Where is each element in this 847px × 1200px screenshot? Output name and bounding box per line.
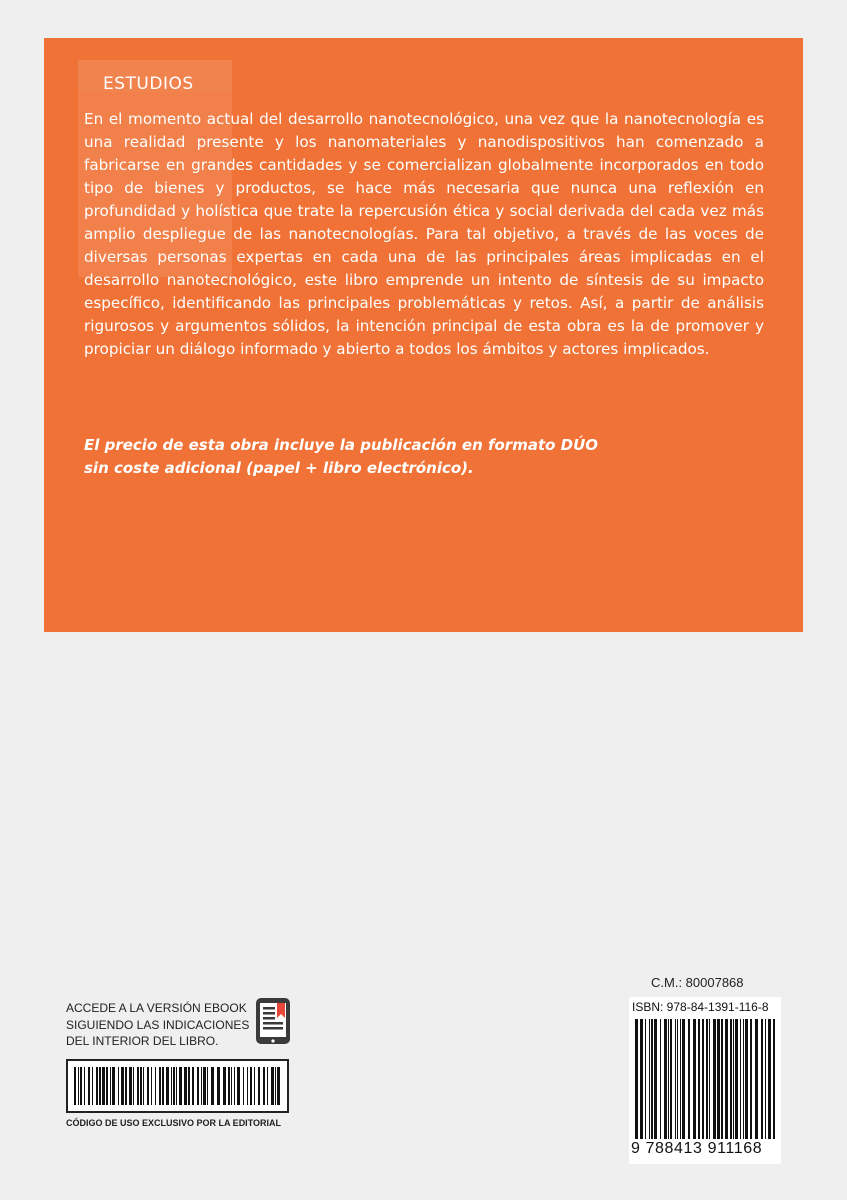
ebook-line-1: ACCEDE A LA VERSIÓN EBOOK bbox=[66, 1001, 247, 1015]
book-blurb: En el momento actual del desarrollo nanotecnológico, una vez que la nanotecnología es una realidad presente y los nanomateriales y nanodispositivos han comenzado a fabricarse en grandes cantidades y se comercializan globalmente incorporados en todo tipo de bienes y productos, se hace más necesaria que nunca una reflexión en profundidad y holística que trate la repercusión ética y social derivada del cada vez más amplio despliegue de las nanotecnologías. Para tal objetivo, a través de las voces de diversas personas expertas en cada una de las principales áreas implicadas en el desarrollo nanotecnológico, este libro emprende un intento de síntesis de su impacto específico, identificando las principales problemáticas y retos. Así, a partir de análisis rigurosos y argumentos sólidos, la intención principal de esta obra es la de promover y propiciar un diálogo informado y abierto a todos los ámbitos y actores implicados. bbox=[84, 110, 764, 358]
back-cover-panel bbox=[44, 38, 803, 632]
ebook-icon bbox=[254, 996, 292, 1046]
cm-code: C.M.: 80007868 bbox=[651, 975, 744, 990]
isbn-barcode-digits: 9 788413 911168 bbox=[631, 1140, 763, 1157]
duo-format-note bbox=[84, 434, 784, 480]
isbn-text: ISBN: 978-84-1391-116-8 bbox=[632, 1000, 769, 1014]
redemption-code-label: CÓDIGO DE USO EXCLUSIVO POR LA EDITORIAL bbox=[66, 1118, 282, 1128]
series-label: ESTUDIOS bbox=[103, 74, 194, 94]
redemption-code-barcode bbox=[74, 1067, 281, 1105]
isbn-barcode-block bbox=[629, 997, 781, 1164]
ebook-instructions bbox=[66, 1000, 266, 1050]
duo-note-line-2: sin coste adicional (papel + libro electrónico). bbox=[84, 459, 474, 477]
duo-note-line-1: El precio de esta obra incluye la publicación en formato DÚO bbox=[84, 436, 599, 454]
isbn-barcode bbox=[635, 1019, 775, 1139]
ebook-line-2: SIGUIENDO LAS INDICACIONES bbox=[66, 1017, 250, 1032]
ebook-line-3: DEL INTERIOR DEL LIBRO. bbox=[66, 1034, 219, 1048]
redemption-code-box bbox=[66, 1059, 289, 1113]
